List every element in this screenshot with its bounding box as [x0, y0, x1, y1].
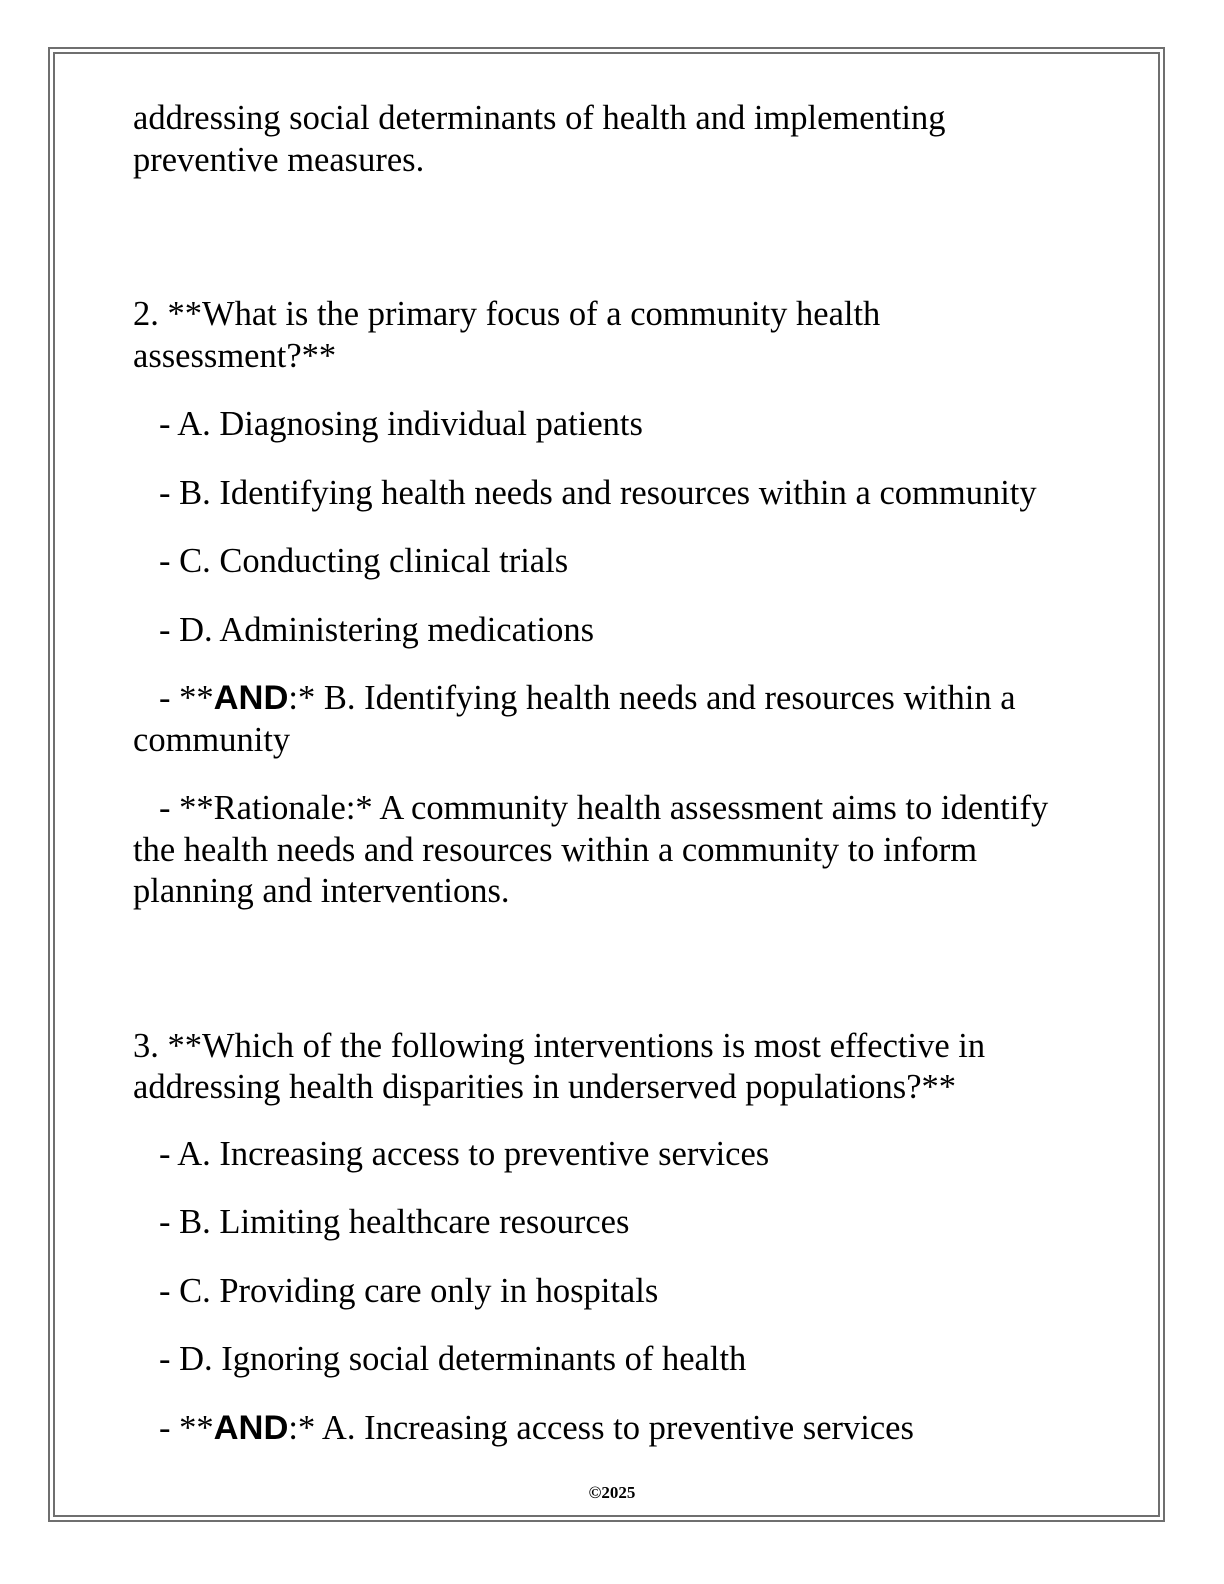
q2-answer [133, 678, 1093, 761]
q3-option-b: - B. Limiting healthcare resources [159, 1203, 630, 1241]
question-2: 2. **What is the primary focus of a community health assessment?** [133, 295, 889, 375]
q2-answer-prefix: - ** [159, 679, 214, 717]
question-3: 3. **Which of the following interventions is most effective in addressing health disparities in underserved populations?** [133, 1026, 994, 1106]
q3-answer-label: AND [213, 1408, 289, 1447]
q3-answer-prefix: - ** [159, 1408, 214, 1447]
q2-option-d: - D. Administering medications [159, 610, 595, 649]
q3-option-d: - D. Ignoring social determinants of health [159, 1340, 747, 1378]
q3-option-c: - C. Providing care only in hospitals [159, 1271, 659, 1310]
q2-option-b: - B. Identifying health needs and resources within a community [159, 473, 1037, 512]
copyright-footer: ©2025 [588, 1483, 636, 1502]
q3-option-a: - A. Increasing access to preventive services [159, 1134, 770, 1173]
q2-option-a: - A. Diagnosing individual patients [159, 405, 643, 443]
q2-answer-label: AND [213, 679, 289, 717]
q3-answer-text: :* A. Increasing access to preventive services [288, 1408, 914, 1447]
q3-answer [133, 1408, 1093, 1450]
q2-answer-text: :* B. Identifying health needs and resources within a community [133, 679, 1025, 759]
q2-rationale: - **Rationale:* A community health assessment aims to identify the health needs and resources within a community to inform planning and interventions. [133, 789, 1057, 910]
intro-paragraph: addressing social determinants of health and implementing preventive measures. [133, 99, 955, 179]
page-content [133, 98, 1093, 1449]
q2-option-c: - C. Conducting clinical trials [159, 542, 569, 580]
